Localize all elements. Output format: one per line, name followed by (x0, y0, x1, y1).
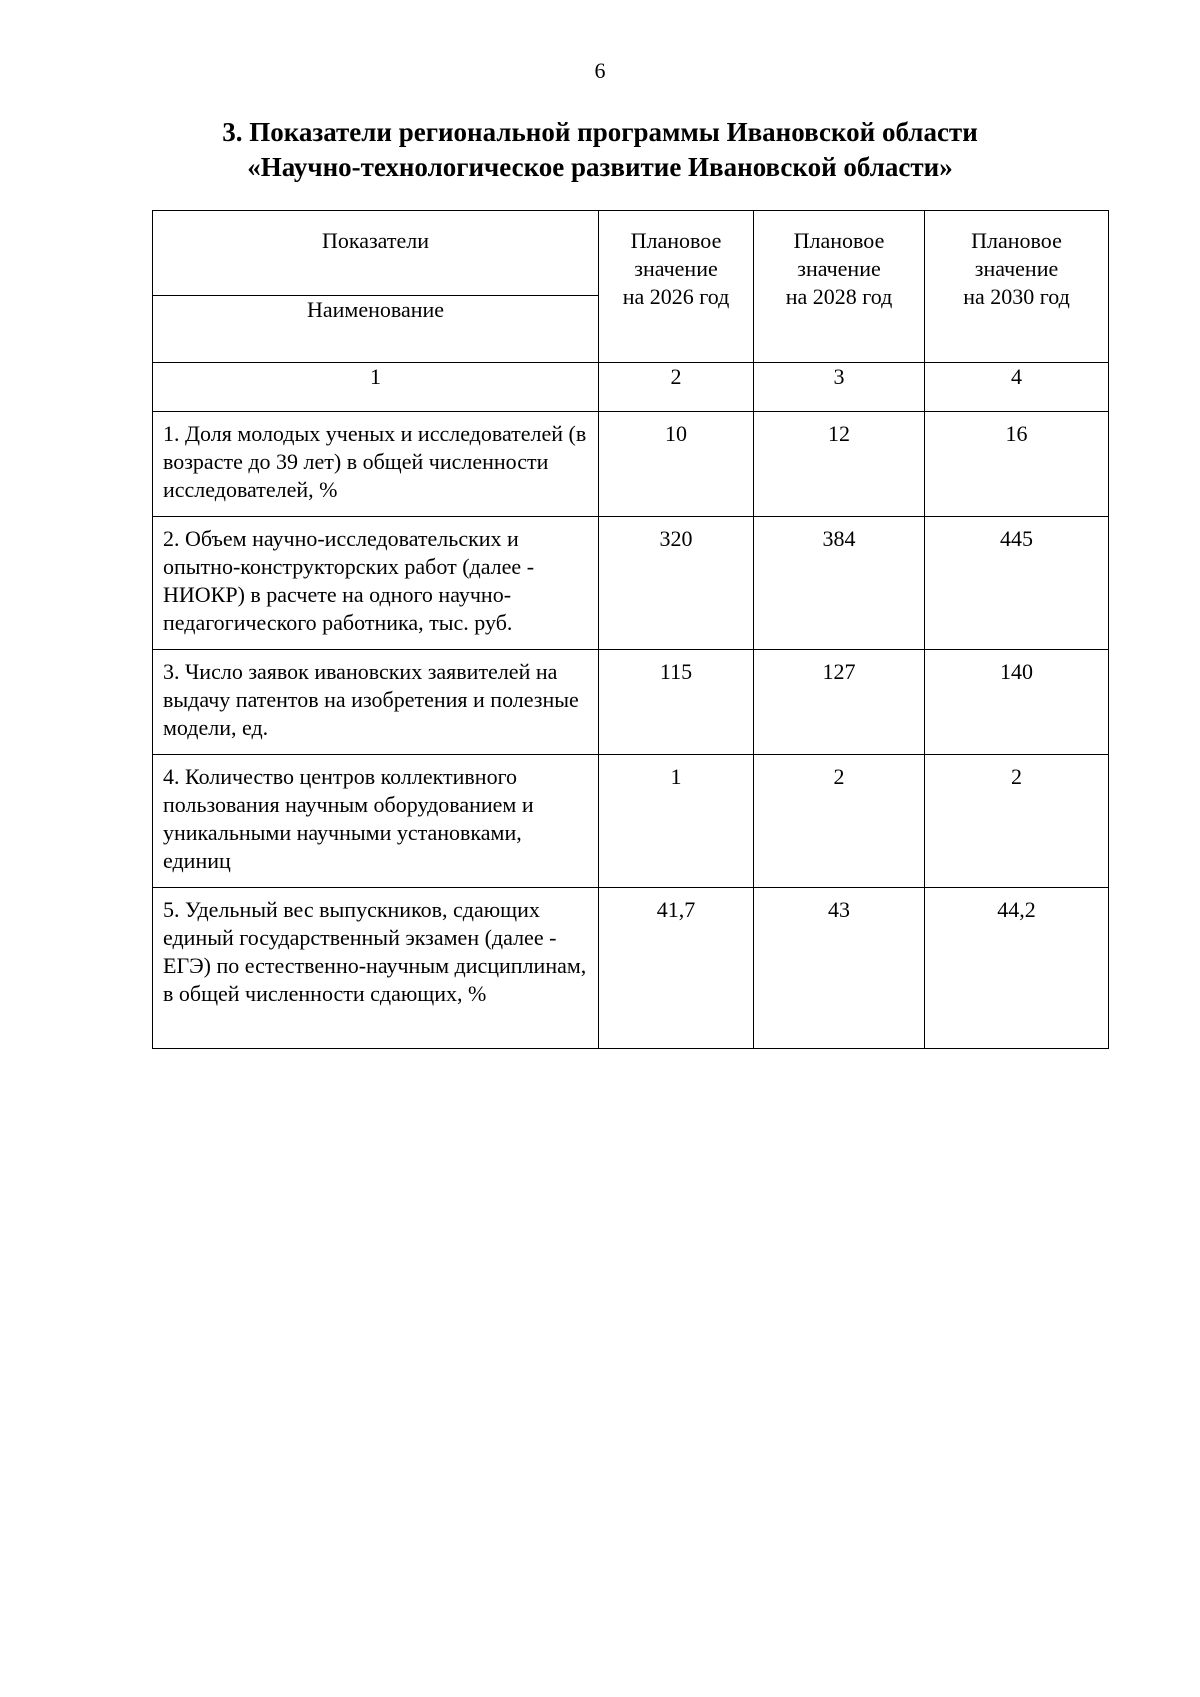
value-2030: 445 (925, 517, 1109, 650)
table-header-row (153, 211, 1109, 296)
value-2026: 1 (599, 755, 754, 888)
header-plan-2030-line1: Плановое (971, 228, 1062, 253)
indicator-name: 1. Доля молодых ученых и исследователей (в возрасте до 39 лет) в общей численности исследователей, % (153, 412, 599, 517)
value-2028: 127 (754, 650, 925, 755)
value-2030: 140 (925, 650, 1109, 755)
title-line-2: «Научно-технологическое развитие Ивановской области» (247, 152, 953, 182)
indicator-name: 4. Количество центров коллективного пользования научным оборудованием и уникальными научными установками, единиц (153, 755, 599, 888)
header-plan-2030 (925, 211, 1109, 363)
header-plan-2030-line2: значение (974, 256, 1059, 281)
table-row (153, 412, 1109, 517)
column-number-4: 4 (925, 363, 1109, 412)
header-plan-2026-line1: Плановое (630, 228, 722, 253)
header-indicators: Показатели (153, 211, 599, 296)
value-2026: 41,7 (599, 888, 754, 1049)
table-row (153, 650, 1109, 755)
header-plan-2026-line2: значение (634, 256, 718, 281)
table-row (153, 888, 1109, 1049)
indicators-table (152, 210, 1109, 1049)
value-2030: 16 (925, 412, 1109, 517)
value-2028: 12 (754, 412, 925, 517)
value-2026: 115 (599, 650, 754, 755)
value-2030: 2 (925, 755, 1109, 888)
header-plan-2026-line3: на 2026 год (622, 284, 730, 309)
indicator-name: 5. Удельный вес выпускников, сдающих единый государственный экзамен (далее - ЕГЭ) по естественно-научным дисциплинам, в общей численности сдающих, % (153, 888, 599, 1049)
column-number-1: 1 (153, 363, 599, 412)
header-plan-2030-line3: на 2030 год (963, 284, 1070, 309)
value-2028: 2 (754, 755, 925, 888)
header-plan-2026 (599, 211, 754, 363)
indicator-name: 2. Объем научно-исследовательских и опытно-конструкторских работ (далее - НИОКР) в расчете на одного научно-педагогического работника, тыс. руб. (153, 517, 599, 650)
column-number-2: 2 (599, 363, 754, 412)
value-2026: 320 (599, 517, 754, 650)
table-row (153, 517, 1109, 650)
column-number-row (153, 363, 1109, 412)
table-row (153, 755, 1109, 888)
page-number: 6 (594, 58, 606, 83)
header-plan-2028-line2: значение (797, 256, 881, 281)
value-2028: 43 (754, 888, 925, 1049)
title-line-1: 3. Показатели региональной программы Ивановской области (222, 117, 978, 147)
value-2028: 384 (754, 517, 925, 650)
value-2030: 44,2 (925, 888, 1109, 1049)
value-2026: 10 (599, 412, 754, 517)
header-plan-2028-line1: Плановое (793, 228, 885, 253)
header-plan-2028-line3: на 2028 год (785, 284, 893, 309)
page-title (0, 115, 1200, 185)
indicator-name: 3. Число заявок ивановских заявителей на выдачу патентов на изобретения и полезные модели, ед. (153, 650, 599, 755)
column-number-3: 3 (754, 363, 925, 412)
header-name: Наименование (153, 296, 599, 363)
header-plan-2028 (754, 211, 925, 363)
